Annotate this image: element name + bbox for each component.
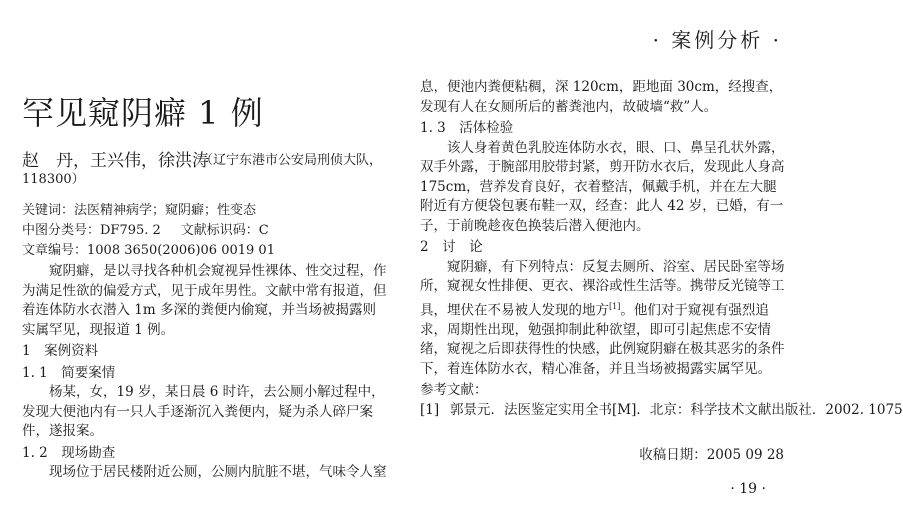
classification-line	[22, 219, 269, 238]
affiliation-postcode: 118300）	[22, 172, 85, 187]
references-title: 参考文献：	[420, 382, 488, 398]
discussion-text-a: 窥阴癖，有下列特点：反复去厕所、浴室、居民卧室等场所，窥视女性排便、更衣、裸浴或性生活等。携带反光镜等工具，埋伏在不易被人发现的地方	[420, 258, 785, 318]
paragraph-brief-case: 杨某，女，19 岁，某日晨 6 时许，去公厕小解过程中，发现大便池内有一只人手逐渐沉入粪便内，疑为杀人碎尸案件，遂报案。	[22, 384, 385, 439]
heading-discussion: 2 讨 论	[420, 239, 483, 255]
right-column	[420, 78, 903, 420]
paragraph-scene-continued: 息，便池内粪便粘稠，深 120cm，距地面 30cm，经搜查，发现有人在女厕所后的蓄粪池内，故破墙“救”人。	[420, 79, 783, 115]
heading-scene: 1. 2 现场勘查	[22, 444, 116, 461]
authors: 赵 丹，王兴伟，徐洪涛	[22, 151, 209, 171]
heading-case-data: 1 案例资料	[22, 343, 99, 359]
classification-number: 中图分类号：DF795. 2	[22, 223, 161, 238]
article-title: 罕见窥阴癖 1 例	[22, 94, 264, 132]
page-number: · 19 ·	[730, 481, 766, 497]
reference-number: [1]	[420, 401, 440, 418]
citation-marker: [1]	[609, 301, 621, 311]
left-column	[22, 262, 388, 483]
paragraph-discussion	[420, 258, 786, 380]
paragraph-examination: 该人身着黄色乳胶连体防水衣，眼、口、鼻呈孔状外露，双手外露，于腕部用胶带封紧，剪开防水衣后，发现此人身高 175cm，营养发育良好，衣着整洁，佩戴手机，并在左大腿附近有方便袋包裹布鞋一双，经查：此人 42 岁，已婚，有一子，于前晚趁夜色换装后潜入便池内。	[420, 139, 785, 234]
section-tag: · 案例分析 ·	[652, 28, 782, 52]
heading-examination: 1. 3 活体检验	[420, 120, 514, 136]
intro-paragraph: 窥阴癖，是以寻找各种机会窥视异性裸体、性交过程，作为满足性欲的偏爱方式，见于成年男性。文献中常有报道，但着连体防水衣潜入 1m 多深的粪便内偷窥，并当场被揭露则实属罕见，现报道 1 例。	[22, 263, 387, 338]
discussion-text-b: 。他们对于窥视有强烈追求，周期性出现，勉强抑制此种欲望，即可引起焦虑不安情绪，窥视之后即获得性的快感，此例窥阴癖在极其恶劣的条件下，着连体防水衣，精心准备，并且当场被揭露实属罕见。	[420, 302, 785, 377]
keywords: 关键词：法医精神病学；窥阴癖；性变态	[22, 203, 257, 218]
reference-text: 郭景元．法医鉴定实用全书[M]．北京：科学技术文献出版社．2002. 1075	[450, 401, 903, 418]
reference-item	[420, 401, 903, 421]
heading-brief-case: 1. 1 简要案情	[22, 364, 116, 381]
received-date: 收稿日期：2005 09 28	[639, 447, 784, 463]
affiliation: （辽宁东港市公安局刑侦大队，	[200, 153, 383, 168]
article-id: 文章编号：1008 3650(2006)06 0019 01	[22, 243, 275, 258]
document-code: 文献标识码：C	[180, 223, 269, 238]
paragraph-scene-start: 现场位于居民楼附近公厕，公厕内肮脏不堪，气味令人窒	[49, 464, 387, 480]
